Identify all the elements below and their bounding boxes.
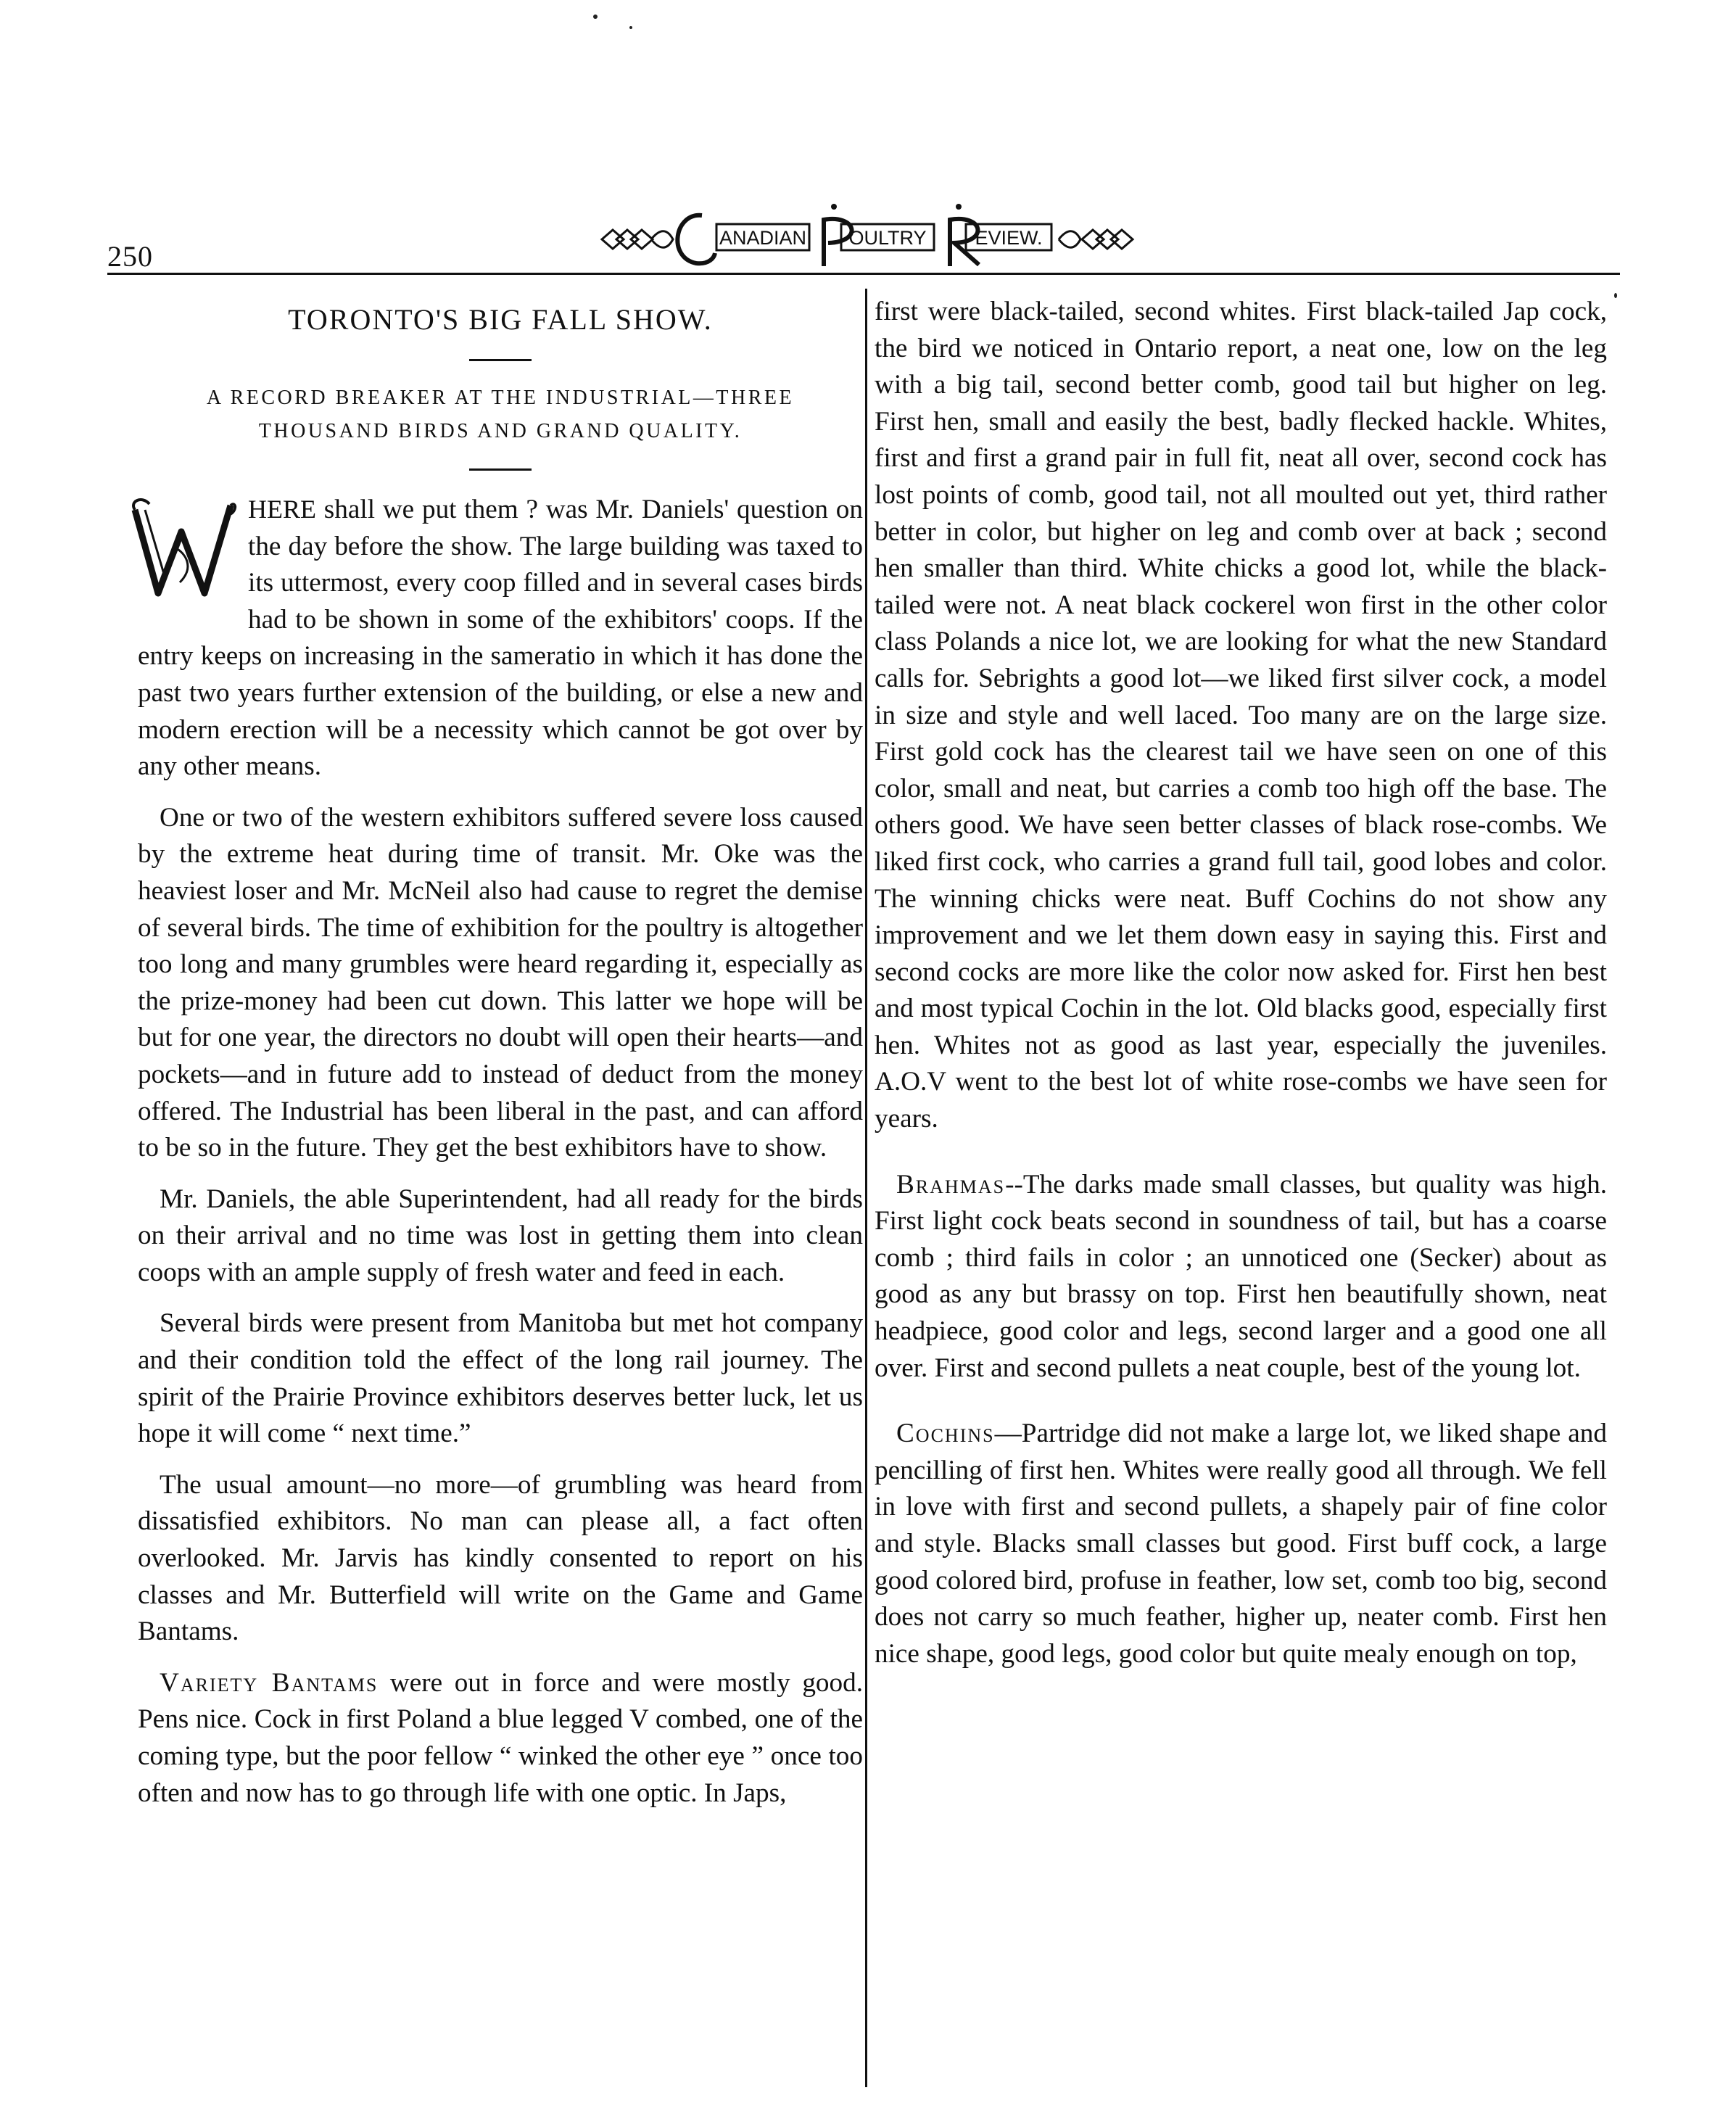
page-header (0, 0, 1736, 276)
paragraph-text: were out in force and were mostly good. Pens nice. Cock in first Poland a blue legged V combed, one of the coming type, but the poor fellow “ winked the other eye ” once too often and now has to go through life with one optic. In Japs, (138, 1667, 863, 1808)
page-number: 250 (107, 240, 153, 273)
paragraph: One or two of the western exhibitors suffered severe loss caused by the extreme heat during time of transit. Mr. Oke was the heaviest loser and Mr. McNeil also had cause to regret the demise of several birds. The time of exhibition for the poultry is altogether too long and many grumbles were heard regarding it, especially as the prize-money had been cut down. This latter we hope will be but for one year, the directors no doubt will open their hearts—and pockets—and in future add to instead of deduct from the money offered. The Industrial has been liberal in the past, and can afford to be so in the future. They get the best exhibitors have to show. (138, 802, 863, 1163)
ornate-drop-cap-w (129, 495, 238, 604)
column-divider (865, 289, 867, 2087)
section-heading: Brahmas (896, 1169, 1006, 1200)
ornate-letter-c (677, 215, 715, 263)
lead-word: HERE (248, 495, 316, 524)
paragraph: Several birds were present from Manitoba but met hot company and their condition told the effect of the long rail journey. The spirit of the Prairie Province exhibitors deserves better luck, let us hope it will come “ next time.” (138, 1308, 863, 1449)
paragraph (138, 491, 863, 785)
left-column (138, 294, 863, 1812)
paragraph-text: --The darks made small classes, but quality was high. First light cock beats second in soundness of tail, but has a coarse comb ; third fails in color ; an unnoticed one (Secker) about as good as any but brassy on top. First hen beautifully shown, neat headpiece, good color and legs, second larger and a good one all over. First and second pullets a neat couple, best of the young lot. (875, 1169, 1607, 1383)
section-heading: Variety Bantams (160, 1667, 379, 1698)
header-rule (107, 273, 1620, 275)
print-speck (1614, 293, 1617, 298)
masthead-word-poultry: OULTRY (848, 227, 927, 249)
ornate-letter-p (824, 219, 852, 266)
paragraph (875, 1167, 1607, 1387)
subhead-rule (469, 468, 532, 471)
paragraph: The usual amount—no more—of grumbling was heard from dissatisfied exhibitors. No man can please all, a fact often overlooked. Mr. Jarvis has kindly consented to report on his classes and Mr. Butterfield will write on the Game and Game Bantams. (138, 1469, 863, 1647)
svg-text:W: W (183, 604, 184, 605)
masthead-word-canadian: ANADIAN (719, 227, 807, 249)
section-heading: Cochins (896, 1419, 995, 1449)
right-column (875, 294, 1607, 1672)
article-subhead: A RECORD BREAKER AT THE INDUSTRIAL—THREE THOUSAND BIRDS AND GRAND QUALITY. (206, 387, 795, 442)
right-flourish-ornament (1059, 230, 1133, 249)
article-title: TORONTO'S BIG FALL SHOW. (288, 303, 713, 336)
left-flourish-ornament (602, 230, 673, 249)
paragraph: Mr. Daniels, the able Superintendent, had all ready for the birds on their arrival and no time was lost in getting them into clean coops with an ample supply of fresh water and feed in each. (138, 1184, 863, 1287)
title-rule (469, 359, 532, 361)
masthead-word-review: EVIEW. (975, 227, 1043, 249)
paragraph-text: shall we put them ? was Mr. Daniels' question on the day before the show. The large building was taxed to its uttermost, every coop filled and in several cases birds had to be shown in some of the exhibitors' coops. If the entry keeps on increasing in the sameratio in which it has done the past two years further extension of the building, or else a new and modern erection will be a necessity which cannot be got over by any other means. (138, 495, 863, 782)
paragraph (138, 1665, 863, 1812)
masthead-title-banner (595, 199, 1146, 272)
paragraph: first were black-tailed, second whites. First black-tailed Jap cock, the bird we noticed in Ontario report, a neat one, low on the leg with a big tail, second better comb, good tail but higher on leg. First hen, small and easily the best, badly flecked hackle. Whites, first and first a grand pair in full fit, neat all over, second cock has lost points of comb, good tail, not all moulted out yet, third rather better in color, but higher on leg and comb over at back ; second hen smaller than third. White chicks a good lot, while the black-tailed were not. A neat black cockerel won first in the other color class Polands a nice lot, we are looking for what the new Standard calls for. Sebrights a good lot—we liked first silver cock, a model in size and style and well laced. Too many are on the large size. First gold cock has the clearest tail we have seen on one of this color, small and neat, but carries a comb too high off the base. The others good. We have seen better classes of black rose-combs. We liked first cock, who carries a grand full tail, good lobes and color. The winning chicks were neat. Buff Cochins do not show any improvement and we let them down easy in saying this. First and second cocks are more like the color now asked for. First hen best and most typical Cochin in the lot. Old blacks good, especially first hen. Whites not as good as last year, especially the juveniles. A.O.V went to the best lot of white rose-combs we have seen for years. (875, 297, 1607, 1134)
paragraph-text: —Partridge did not make a large lot, we liked shape and pencilling of first hen. Whites were really good all through. We fell in love with first and second pullets, a shapely pair of fine color and style. Blacks small classes but good. First buff cock, a large good colored bird, profuse in feather, low set, comb too big, second does not carry so much feather, higher up, neater comb. First hen nice shape, good legs, good color but quite mealy enough on top, (875, 1419, 1607, 1669)
paragraph (875, 1416, 1607, 1672)
